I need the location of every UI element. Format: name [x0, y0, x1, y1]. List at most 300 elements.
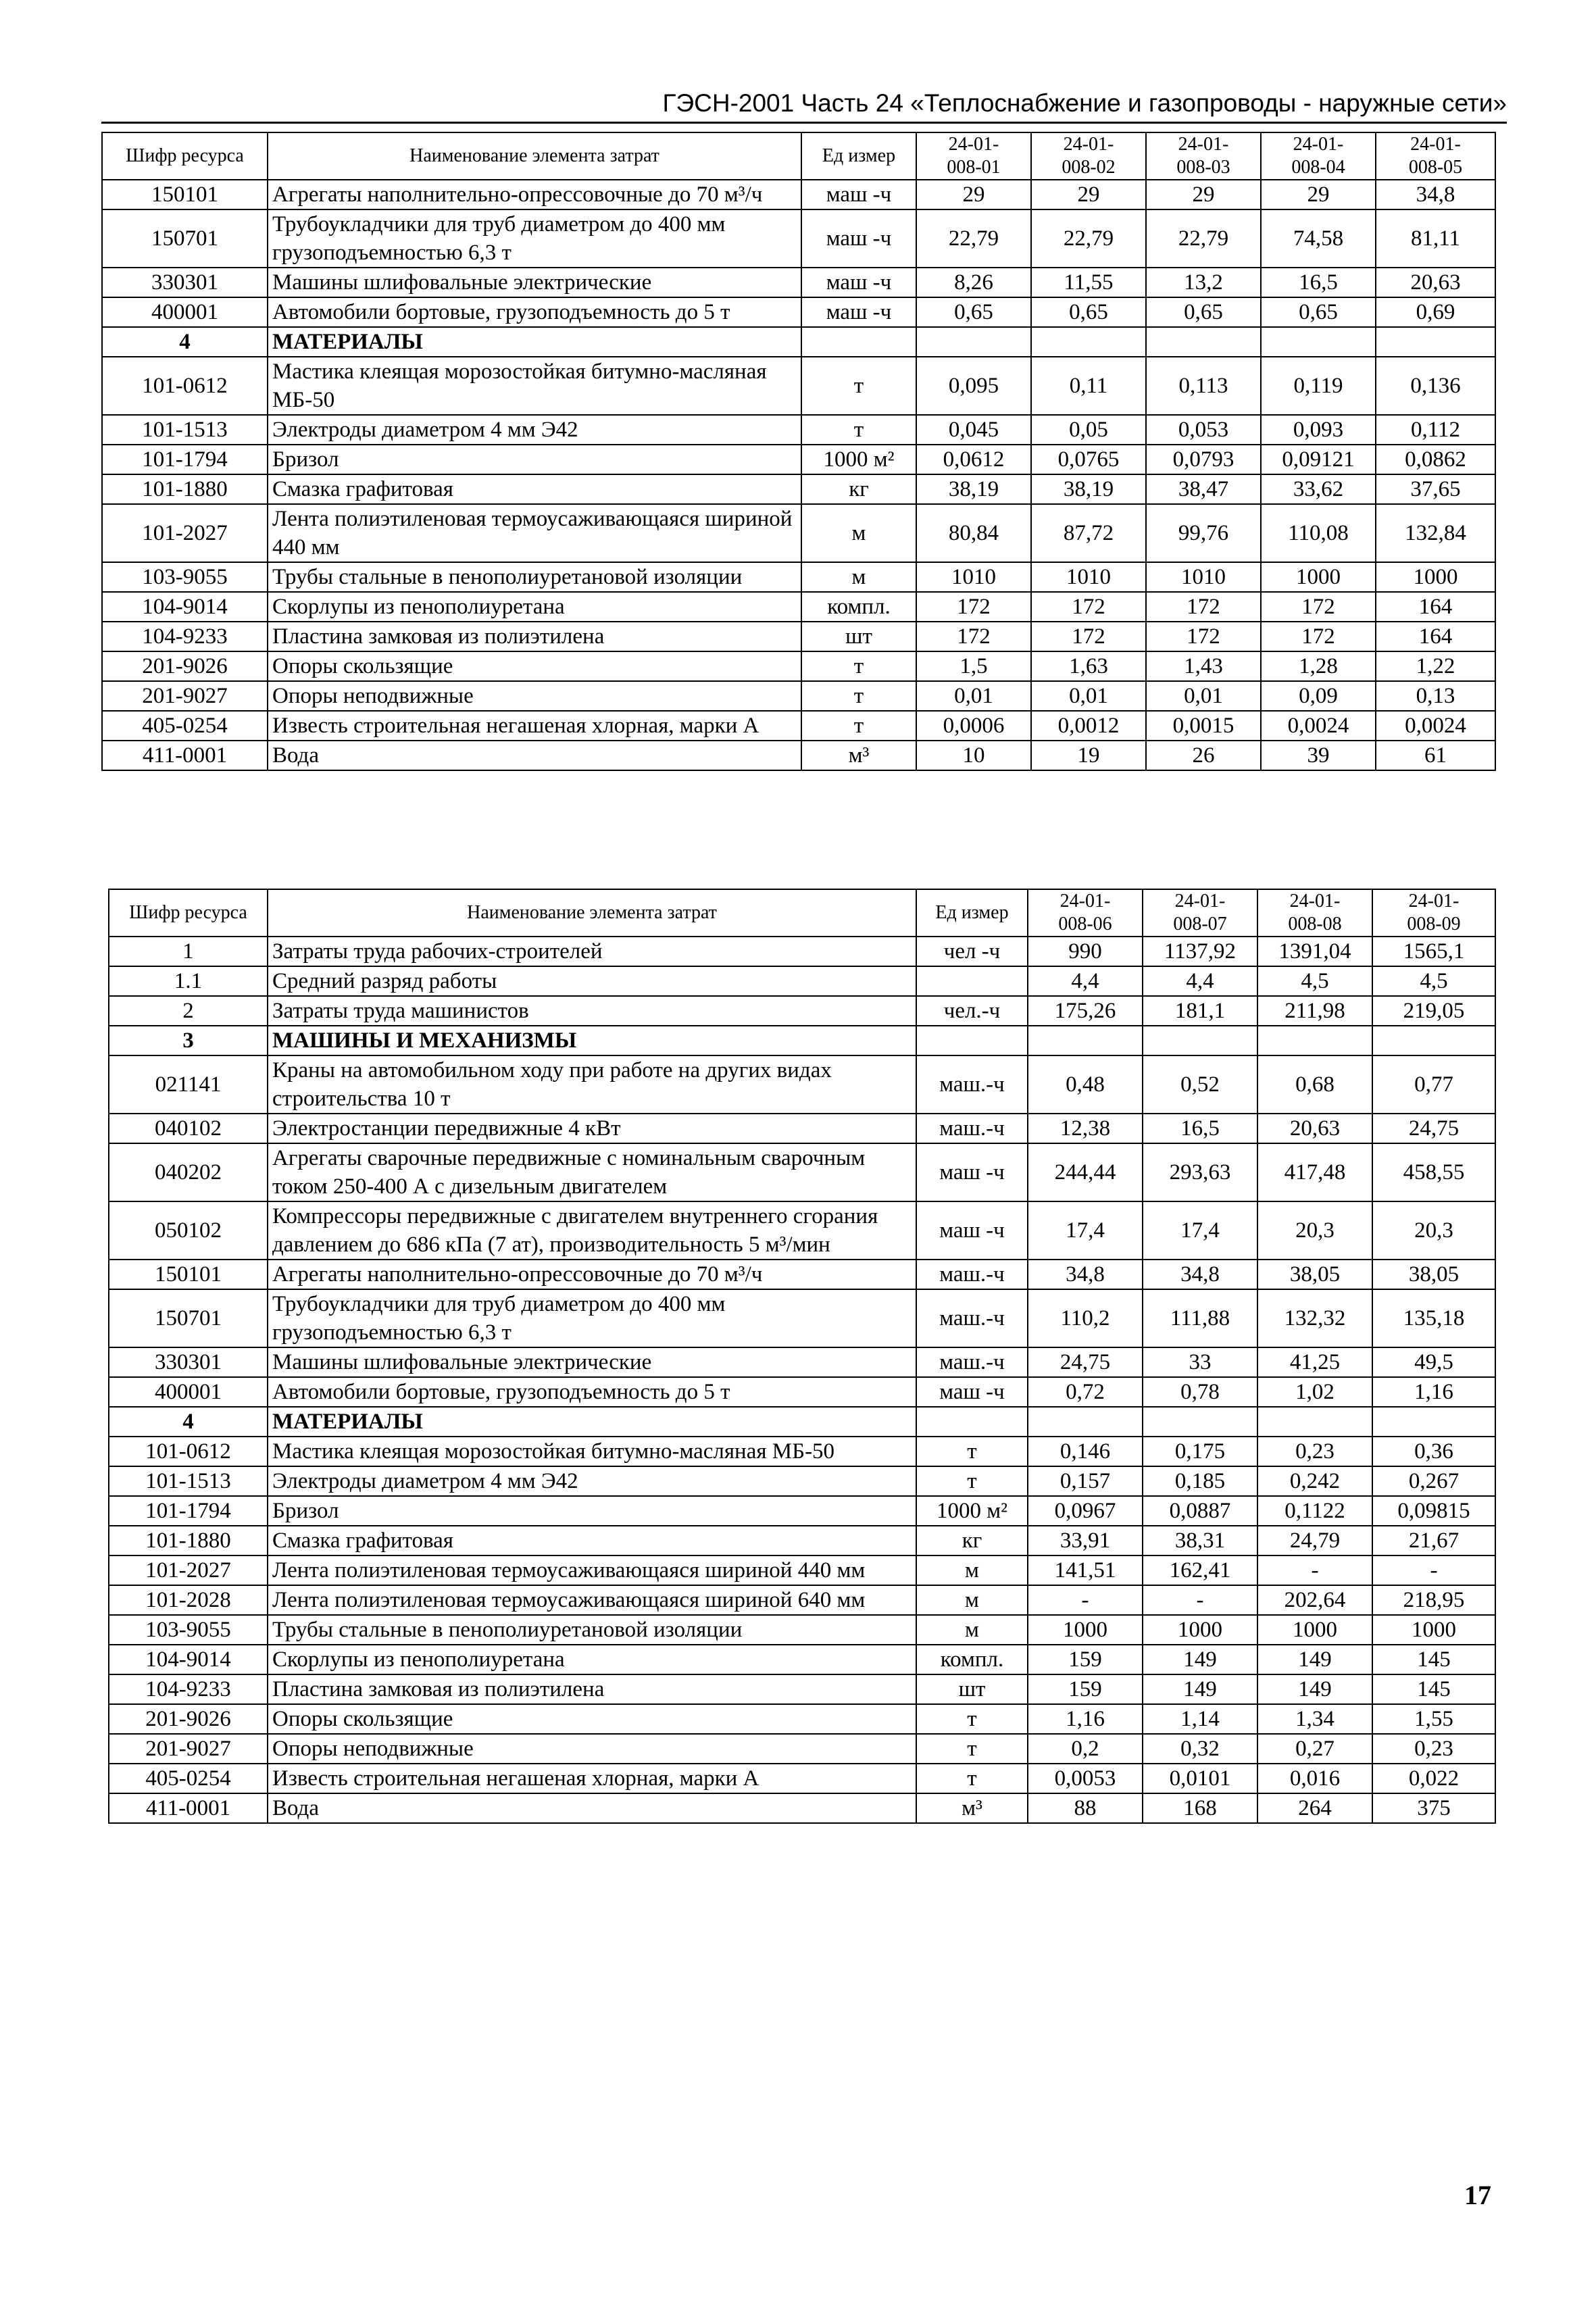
resource-name: Краны на автомобильном ходу при работе на других видах строительства 10 т — [268, 1055, 916, 1114]
resource-name: Смазка графитовая — [268, 1526, 916, 1555]
table-row — [109, 1674, 1495, 1704]
resource-value: 37,65 — [1376, 474, 1495, 504]
resource-value: 29 — [1261, 180, 1376, 209]
resource-unit: м — [916, 1585, 1028, 1615]
resource-unit: т — [801, 711, 916, 741]
resource-value: 0,146 — [1028, 1437, 1143, 1466]
table-row — [109, 1734, 1495, 1764]
resource-unit: чел.-ч — [916, 996, 1028, 1026]
resource-value: 0,13 — [1376, 681, 1495, 711]
header-col — [1257, 889, 1372, 937]
resource-code: 405-0254 — [109, 1764, 268, 1793]
resource-unit: м — [916, 1555, 1028, 1585]
resource-value: 172 — [1261, 622, 1376, 651]
resource-value: 110,2 — [1028, 1289, 1143, 1347]
header-col — [1031, 132, 1146, 180]
resource-value: 34,8 — [1028, 1260, 1143, 1289]
resource-value — [1143, 1407, 1257, 1437]
resource-value: 162,41 — [1143, 1555, 1257, 1585]
resource-unit: м — [916, 1615, 1028, 1645]
header-col-label: 24-01- 008-03 — [1176, 134, 1230, 178]
header-name: Наименование элемента затрат — [268, 132, 801, 180]
resource-code: 050102 — [109, 1201, 268, 1260]
resource-value: 81,11 — [1376, 209, 1495, 268]
resource-code: 400001 — [102, 297, 268, 327]
resource-unit: 1000 м² — [801, 445, 916, 474]
table-row — [109, 1437, 1495, 1466]
resource-unit: маш -ч — [801, 209, 916, 268]
resource-unit: т — [916, 1437, 1028, 1466]
resource-value: 38,31 — [1143, 1526, 1257, 1555]
resource-value: 0,175 — [1143, 1437, 1257, 1466]
resource-value: 0,0887 — [1143, 1496, 1257, 1526]
resource-unit — [801, 327, 916, 357]
resource-name: Лента полиэтиленовая термоусаживающаяся шириной 440 мм — [268, 504, 801, 562]
resource-value: 0,157 — [1028, 1466, 1143, 1496]
header-code: Шифр ресурса — [109, 889, 268, 937]
table-row — [109, 1555, 1495, 1585]
header-col-label: 24-01- 008-09 — [1407, 891, 1461, 935]
resource-value: 0,2 — [1028, 1734, 1143, 1764]
resource-value: 159 — [1028, 1674, 1143, 1704]
resource-value: 20,3 — [1372, 1201, 1495, 1260]
resource-code: 104-9233 — [109, 1674, 268, 1704]
resource-value: 0,0765 — [1031, 445, 1146, 474]
resource-value: 0,0024 — [1261, 711, 1376, 741]
page-header — [101, 80, 1507, 124]
resource-value: 10 — [916, 741, 1031, 770]
resource-value: 149 — [1257, 1645, 1372, 1674]
resource-value: 38,05 — [1372, 1260, 1495, 1289]
resource-value: 172 — [1146, 622, 1261, 651]
resource-value: 132,84 — [1376, 504, 1495, 562]
resource-value: 0,022 — [1372, 1764, 1495, 1793]
table-row — [102, 445, 1495, 474]
resource-value: 181,1 — [1143, 996, 1257, 1026]
resource-code: 201-9027 — [102, 681, 268, 711]
resource-value: 17,4 — [1028, 1201, 1143, 1260]
resource-value: 0,65 — [1146, 297, 1261, 327]
resource-value: 149 — [1143, 1645, 1257, 1674]
resource-code: 040202 — [109, 1143, 268, 1201]
resource-value — [1376, 327, 1495, 357]
resource-name: Мастика клеящая морозостойкая битумно-масляная МБ-50 — [268, 1437, 916, 1466]
resource-value: 24,75 — [1372, 1114, 1495, 1143]
resource-value: 0,045 — [916, 415, 1031, 445]
resource-value: 0,095 — [916, 357, 1031, 415]
resource-code: 104-9014 — [102, 592, 268, 622]
resource-value: 29 — [1031, 180, 1146, 209]
header-col-label: 24-01- 008-07 — [1173, 891, 1227, 935]
resource-name: Трубоукладчики для труб диаметром до 400 мм грузоподъемностью 6,3 т — [268, 1289, 916, 1347]
resource-value — [1257, 1026, 1372, 1055]
resource-name: Пластина замковая из полиэтилена — [268, 622, 801, 651]
resource-code: 101-1880 — [109, 1526, 268, 1555]
resource-name: Опоры скользящие — [268, 1704, 916, 1734]
resource-code: 4 — [102, 327, 268, 357]
resource-name: Опоры неподвижные — [268, 681, 801, 711]
resource-code: 150701 — [109, 1289, 268, 1347]
header-col-label: 24-01- 008-02 — [1062, 134, 1116, 178]
resource-name: Затраты труда рабочих-строителей — [268, 937, 916, 966]
resource-value: 0,68 — [1257, 1055, 1372, 1114]
resource-value: 159 — [1028, 1645, 1143, 1674]
resource-value: 1,16 — [1028, 1704, 1143, 1734]
resource-value: 49,5 — [1372, 1347, 1495, 1377]
resource-code: 101-1794 — [102, 445, 268, 474]
resource-code: 103-9055 — [102, 562, 268, 592]
header-col — [1146, 132, 1261, 180]
resource-unit: компл. — [801, 592, 916, 622]
resource-value: 24,75 — [1028, 1347, 1143, 1377]
resource-value: 22,79 — [1146, 209, 1261, 268]
resource-value: 34,8 — [1376, 180, 1495, 209]
resource-value: 175,26 — [1028, 996, 1143, 1026]
resource-value: 145 — [1372, 1645, 1495, 1674]
resource-value: 8,26 — [916, 268, 1031, 297]
resource-value: 1,28 — [1261, 651, 1376, 681]
resource-value: 38,19 — [916, 474, 1031, 504]
header-col — [1143, 889, 1257, 937]
resource-value: 0,0612 — [916, 445, 1031, 474]
table-row — [109, 1143, 1495, 1201]
table-row — [109, 1585, 1495, 1615]
resource-value: 34,8 — [1143, 1260, 1257, 1289]
resource-name: Опоры скользящие — [268, 651, 801, 681]
resource-value: 4,5 — [1372, 966, 1495, 996]
resource-code: 101-1513 — [109, 1466, 268, 1496]
resource-value: 1,55 — [1372, 1704, 1495, 1734]
resource-name: Компрессоры передвижные с двигателем внутреннего сгорания давлением до 686 кПа (7 ат), производительность 5 м³/мин — [268, 1201, 916, 1260]
resource-value: 172 — [1261, 592, 1376, 622]
resource-value: 74,58 — [1261, 209, 1376, 268]
table-row — [109, 1260, 1495, 1289]
resource-unit: маш -ч — [801, 180, 916, 209]
resource-value: 0,65 — [916, 297, 1031, 327]
resource-code: 101-2027 — [102, 504, 268, 562]
resource-value: - — [1143, 1585, 1257, 1615]
resource-value: 164 — [1376, 622, 1495, 651]
resource-value: 38,05 — [1257, 1260, 1372, 1289]
resource-value: 1010 — [1031, 562, 1146, 592]
resource-value: 0,016 — [1257, 1764, 1372, 1793]
resource-value: 1565,1 — [1372, 937, 1495, 966]
resource-value: 0,136 — [1376, 357, 1495, 415]
resource-value: 21,67 — [1372, 1526, 1495, 1555]
section-row — [102, 327, 1495, 357]
resource-name: Автомобили бортовые, грузоподъемность до 5 т — [268, 297, 801, 327]
resource-name: Известь строительная негашеная хлорная, марки А — [268, 1764, 916, 1793]
resource-name: Смазка графитовая — [268, 474, 801, 504]
resource-value — [1146, 327, 1261, 357]
resource-name: Электроды диаметром 4 мм Э42 — [268, 415, 801, 445]
table-row — [109, 1289, 1495, 1347]
resource-unit: маш -ч — [916, 1377, 1028, 1407]
resource-name: Трубоукладчики для труб диаметром до 400 мм грузоподъемностью 6,3 т — [268, 209, 801, 268]
resource-value: 0,09815 — [1372, 1496, 1495, 1526]
resource-unit: т — [801, 357, 916, 415]
table-row — [109, 1645, 1495, 1674]
resource-unit — [916, 966, 1028, 996]
resource-value: 1391,04 — [1257, 937, 1372, 966]
resource-value: 111,88 — [1143, 1289, 1257, 1347]
resource-value: 1010 — [916, 562, 1031, 592]
resource-value: 172 — [1031, 592, 1146, 622]
resource-value: 0,65 — [1261, 297, 1376, 327]
table-row — [102, 711, 1495, 741]
table-row — [109, 1055, 1495, 1114]
resource-value: 172 — [1146, 592, 1261, 622]
resource-code: 330301 — [102, 268, 268, 297]
resource-value: 417,48 — [1257, 1143, 1372, 1201]
resource-name: Бризол — [268, 1496, 916, 1526]
resource-unit: 1000 м² — [916, 1496, 1028, 1526]
table-row — [102, 681, 1495, 711]
resource-unit — [916, 1026, 1028, 1055]
resource-value: 0,093 — [1261, 415, 1376, 445]
resource-code: 021141 — [109, 1055, 268, 1114]
resource-value: 1,14 — [1143, 1704, 1257, 1734]
resource-name: Опоры неподвижные — [268, 1734, 916, 1764]
resource-value: 4,5 — [1257, 966, 1372, 996]
resource-value: 1,22 — [1376, 651, 1495, 681]
resource-code: 400001 — [109, 1377, 268, 1407]
table-row — [109, 1704, 1495, 1734]
table-row — [109, 1347, 1495, 1377]
header-col — [1376, 132, 1495, 180]
resource-value: 0,36 — [1372, 1437, 1495, 1466]
resource-code: 4 — [109, 1407, 268, 1437]
table-row — [109, 1466, 1495, 1496]
header-unit: Ед измер — [916, 889, 1028, 937]
resource-value: 1,43 — [1146, 651, 1261, 681]
resource-code: 201-9027 — [109, 1734, 268, 1764]
table-row — [109, 1526, 1495, 1555]
resource-value: 24,79 — [1257, 1526, 1372, 1555]
resource-value: 13,2 — [1146, 268, 1261, 297]
resource-name: Пластина замковая из полиэтилена — [268, 1674, 916, 1704]
resource-value: 219,05 — [1372, 996, 1495, 1026]
resource-value: 168 — [1143, 1793, 1257, 1823]
resource-value: 0,52 — [1143, 1055, 1257, 1114]
resource-value: 1000 — [1376, 562, 1495, 592]
resource-code: 104-9014 — [109, 1645, 268, 1674]
section-row — [109, 1026, 1495, 1055]
resource-unit: кг — [916, 1526, 1028, 1555]
resource-value: 11,55 — [1031, 268, 1146, 297]
resource-unit — [916, 1407, 1028, 1437]
resource-value: 0,09121 — [1261, 445, 1376, 474]
resource-value: 33,62 — [1261, 474, 1376, 504]
resource-unit: т — [916, 1734, 1028, 1764]
resource-value: 38,19 — [1031, 474, 1146, 504]
resource-value: 211,98 — [1257, 996, 1372, 1026]
resource-value: 99,76 — [1146, 504, 1261, 562]
resource-unit: т — [916, 1466, 1028, 1496]
resource-unit: м³ — [916, 1793, 1028, 1823]
resource-name: МАТЕРИАЛЫ — [268, 327, 801, 357]
resource-code: 150101 — [109, 1260, 268, 1289]
resource-unit: т — [801, 415, 916, 445]
resource-value: 0,48 — [1028, 1055, 1143, 1114]
resource-unit: маш.-ч — [916, 1289, 1028, 1347]
resource-value: 1,34 — [1257, 1704, 1372, 1734]
resource-code: 201-9026 — [109, 1704, 268, 1734]
resource-value: 61 — [1376, 741, 1495, 770]
resource-value: 4,4 — [1028, 966, 1143, 996]
table-row — [109, 966, 1495, 996]
header-col-label: 24-01- 008-06 — [1058, 891, 1112, 935]
table-row — [109, 996, 1495, 1026]
resource-value: 1,16 — [1372, 1377, 1495, 1407]
resource-value — [1372, 1026, 1495, 1055]
resource-unit: чел -ч — [916, 937, 1028, 966]
resource-value: 20,3 — [1257, 1201, 1372, 1260]
resource-code: 2 — [109, 996, 268, 1026]
resource-value: 0,0006 — [916, 711, 1031, 741]
resource-value: 0,32 — [1143, 1734, 1257, 1764]
resource-unit: т — [916, 1764, 1028, 1793]
resource-value — [1372, 1407, 1495, 1437]
table-row — [102, 622, 1495, 651]
table-row — [102, 268, 1495, 297]
table-row — [102, 651, 1495, 681]
resource-value: 1010 — [1146, 562, 1261, 592]
resource-value: 22,79 — [916, 209, 1031, 268]
resource-code: 101-2027 — [109, 1555, 268, 1585]
resource-value: 1000 — [1261, 562, 1376, 592]
resource-value: 0,27 — [1257, 1734, 1372, 1764]
table-row — [109, 937, 1495, 966]
resource-value: 0,053 — [1146, 415, 1261, 445]
resource-unit: маш.-ч — [916, 1347, 1028, 1377]
resource-value: 0,11 — [1031, 357, 1146, 415]
table-row — [109, 1377, 1495, 1407]
table-row — [102, 297, 1495, 327]
resource-name: Трубы стальные в пенополиуретановой изоляции — [268, 1615, 916, 1645]
table-row — [102, 180, 1495, 209]
resource-value: 0,01 — [916, 681, 1031, 711]
resource-name: Машины шлифовальные электрические — [268, 268, 801, 297]
resource-value: 16,5 — [1261, 268, 1376, 297]
resource-name: Электростанции передвижные 4 кВт — [268, 1114, 916, 1143]
resource-name: Агрегаты наполнительно-опрессовочные до 70 м³/ч — [268, 1260, 916, 1289]
resource-value: 26 — [1146, 741, 1261, 770]
resource-value: 0,23 — [1372, 1734, 1495, 1764]
resource-value — [1143, 1026, 1257, 1055]
resource-name: Скорлупы из пенополиуретана — [268, 1645, 916, 1674]
header-col — [1261, 132, 1376, 180]
resource-value: 132,32 — [1257, 1289, 1372, 1347]
resource-code: 101-0612 — [109, 1437, 268, 1466]
resource-value: 172 — [916, 622, 1031, 651]
resource-value: 0,23 — [1257, 1437, 1372, 1466]
resource-code: 101-1794 — [109, 1496, 268, 1526]
resource-value: 33 — [1143, 1347, 1257, 1377]
resource-value: 38,47 — [1146, 474, 1261, 504]
resource-name: Вода — [268, 741, 801, 770]
resource-name: Мастика клеящая морозостойкая битумно-масляная МБ-50 — [268, 357, 801, 415]
resource-value: 110,08 — [1261, 504, 1376, 562]
table-row — [102, 357, 1495, 415]
resource-unit: маш -ч — [916, 1143, 1028, 1201]
resource-value — [1028, 1407, 1143, 1437]
resource-value: 202,64 — [1257, 1585, 1372, 1615]
resource-value: 19 — [1031, 741, 1146, 770]
resource-value — [1028, 1026, 1143, 1055]
resource-value: 1,63 — [1031, 651, 1146, 681]
resource-value: 1000 — [1028, 1615, 1143, 1645]
resource-unit: шт — [916, 1674, 1028, 1704]
resource-value: 4,4 — [1143, 966, 1257, 996]
resource-name: Трубы стальные в пенополиуретановой изоляции — [268, 562, 801, 592]
resource-code: 1.1 — [109, 966, 268, 996]
table-header-row — [102, 132, 1495, 180]
resource-value: - — [1257, 1555, 1372, 1585]
resource-unit: м — [801, 562, 916, 592]
resource-name: Лента полиэтиленовая термоусаживающаяся шириной 440 мм — [268, 1555, 916, 1585]
header-col — [1028, 889, 1143, 937]
resource-unit: маш -ч — [916, 1201, 1028, 1260]
resource-code: 201-9026 — [102, 651, 268, 681]
resource-value: 1000 — [1143, 1615, 1257, 1645]
resource-value: 0,05 — [1031, 415, 1146, 445]
resource-value: 0,0793 — [1146, 445, 1261, 474]
resource-name: Бризол — [268, 445, 801, 474]
resource-code: 104-9233 — [102, 622, 268, 651]
resource-value: 0,242 — [1257, 1466, 1372, 1496]
resource-value: 20,63 — [1257, 1114, 1372, 1143]
resource-value: 1137,92 — [1143, 937, 1257, 966]
resource-name: Вода — [268, 1793, 916, 1823]
resource-value: 12,38 — [1028, 1114, 1143, 1143]
resource-code: 101-2028 — [109, 1585, 268, 1615]
resource-value: 264 — [1257, 1793, 1372, 1823]
resource-code: 101-1880 — [102, 474, 268, 504]
resource-code: 101-0612 — [102, 357, 268, 415]
resource-code: 411-0001 — [109, 1793, 268, 1823]
resource-value: 141,51 — [1028, 1555, 1143, 1585]
header-col-label: 24-01- 008-08 — [1288, 891, 1342, 935]
resource-value: 88 — [1028, 1793, 1143, 1823]
resource-value: 172 — [916, 592, 1031, 622]
header-col-label: 24-01- 008-01 — [947, 134, 1001, 178]
resource-value — [1257, 1407, 1372, 1437]
resource-value: 0,65 — [1031, 297, 1146, 327]
table-row — [102, 209, 1495, 268]
header-code: Шифр ресурса — [102, 132, 268, 180]
resource-name: Автомобили бортовые, грузоподъемность до 5 т — [268, 1377, 916, 1407]
table-row — [102, 415, 1495, 445]
resource-table-2 — [108, 889, 1496, 1824]
resource-value: 22,79 — [1031, 209, 1146, 268]
table-row — [102, 592, 1495, 622]
resource-value — [1261, 327, 1376, 357]
resource-value — [916, 327, 1031, 357]
table-row — [109, 1615, 1495, 1645]
resource-code: 1 — [109, 937, 268, 966]
resource-value: 145 — [1372, 1674, 1495, 1704]
resource-value: 33,91 — [1028, 1526, 1143, 1555]
resource-unit: компл. — [916, 1645, 1028, 1674]
resource-value: 0,0967 — [1028, 1496, 1143, 1526]
resource-code: 150101 — [102, 180, 268, 209]
resource-value: 0,267 — [1372, 1466, 1495, 1496]
resource-code: 330301 — [109, 1347, 268, 1377]
header-name: Наименование элемента затрат — [268, 889, 916, 937]
resource-name: МАШИНЫ И МЕХАНИЗМЫ — [268, 1026, 916, 1055]
resource-unit: маш -ч — [801, 268, 916, 297]
